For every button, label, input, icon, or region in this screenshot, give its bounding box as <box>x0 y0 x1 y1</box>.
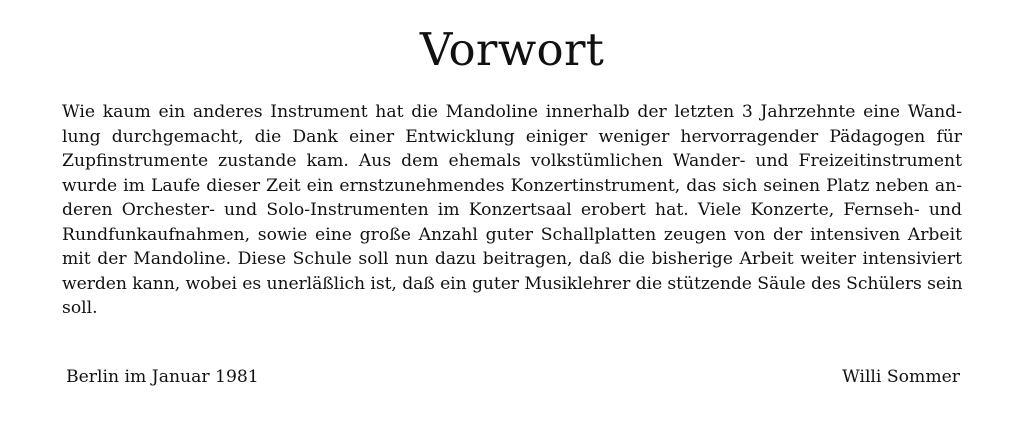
paragraph-line: Rundfunkaufnahmen, sowie eine große Anzahl guter Schallplatten zeugen von der intensiven Arbeit <box>62 224 962 245</box>
paragraph-line: wurde im Laufe dieser Zeit ein ernstzunehmendes Konzertinstrument, das sich seinen Platz neben an- <box>62 175 962 196</box>
paragraph-line: mit der Mandoline. Diese Schule soll nun dazu beitragen, daß die bisherige Arbeit weiter intensiviert <box>62 249 962 270</box>
place-date: Berlin im Januar 1981 <box>66 367 259 387</box>
paragraph-line: deren Orchester- und Solo-Instrumenten im Konzertsaal erobert hat. Viele Konzerte, Fernseh- und <box>62 200 962 221</box>
paragraph-line: werden kann, wobei es unerläßlich ist, daß ein guter Musiklehrer die stützende Säule des Schülers sein <box>62 273 963 294</box>
author-signature: Willi Sommer <box>842 367 960 387</box>
paragraph-line: soll. <box>62 298 98 319</box>
paragraph-line: Wie kaum ein anderes Instrument hat die Mandoline innerhalb der letzten 3 Jahrzehnte eine Wand- <box>62 102 962 122</box>
paragraph-line: lung durchgemacht, die Dank einer Entwicklung einiger weniger hervorragender Pädagogen für <box>62 126 962 147</box>
paragraph-line: Zupfinstrumente zustande kam. Aus dem ehemals volkstümlichen Wander- und Freizeitinstrument <box>62 151 962 172</box>
foreword-paragraph <box>62 100 962 321</box>
page-title: Vorwort <box>419 23 605 76</box>
